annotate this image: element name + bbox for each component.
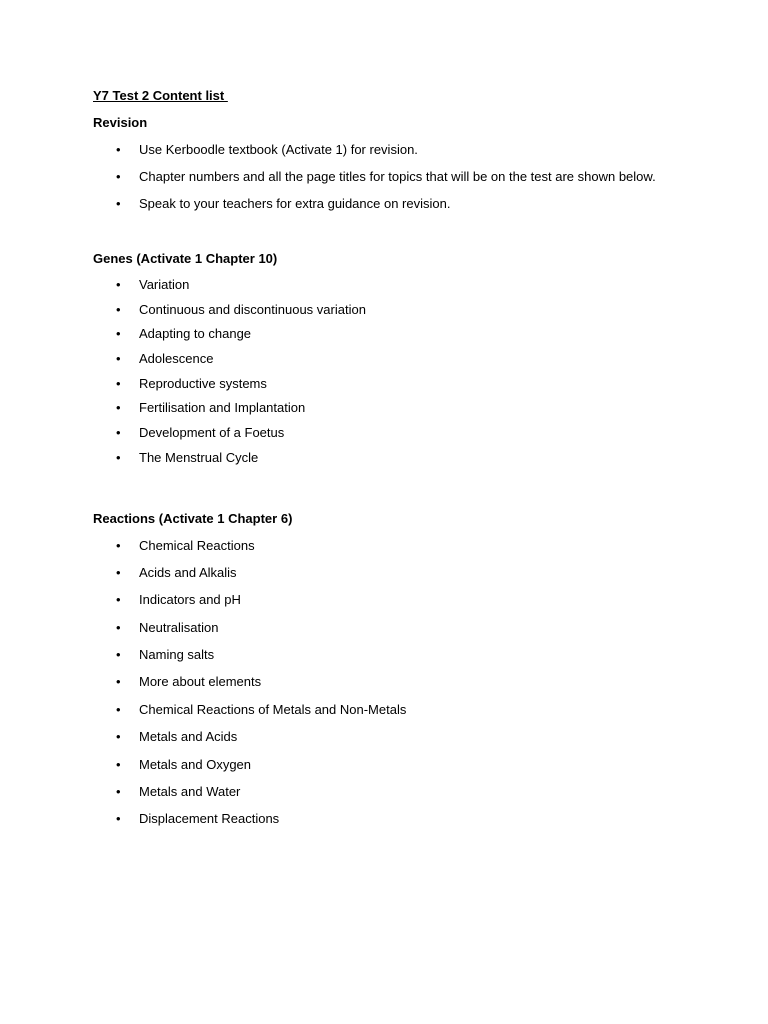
bullet-icon: • <box>116 592 121 608</box>
list-item-text: Variation <box>139 277 190 292</box>
bullet-icon: • <box>116 375 121 391</box>
genes-list <box>93 277 733 475</box>
document-title: Y7 Test 2 Content list <box>93 88 228 103</box>
list-item <box>93 376 733 401</box>
revision-list <box>93 142 733 223</box>
bullet-icon: • <box>116 351 121 367</box>
list-item-text: Neutralisation <box>139 619 219 635</box>
list-item <box>93 277 733 302</box>
bullet-icon: • <box>116 301 121 317</box>
bullet-icon: • <box>116 811 121 827</box>
genes-heading: Genes (Activate 1 Chapter 10) <box>93 251 278 266</box>
list-item <box>93 729 733 756</box>
bullet-icon: • <box>116 756 121 772</box>
list-item <box>93 784 733 811</box>
list-item <box>93 565 733 592</box>
bullet-icon: • <box>116 647 121 663</box>
list-item-text: Chemical Reactions of Metals and Non-Metals <box>139 701 407 717</box>
list-item <box>93 302 733 327</box>
list-item-text: Chapter numbers and all the page titles for topics that will be on the test are shown below. <box>139 169 656 184</box>
list-item-text: Use Kerboodle textbook (Activate 1) for revision. <box>139 142 418 157</box>
list-item-text: Adapting to change <box>139 326 252 342</box>
list-item-text: Metals and Water <box>139 784 241 800</box>
bullet-icon: • <box>116 784 121 800</box>
list-item <box>93 674 733 701</box>
list-item-text: Naming salts <box>139 647 215 663</box>
list-item <box>93 702 733 729</box>
list-item <box>93 811 733 838</box>
bullet-icon: • <box>116 196 121 211</box>
list-item <box>93 351 733 376</box>
bullet-icon: • <box>116 729 121 745</box>
reactions-heading: Reactions (Activate 1 Chapter 6) <box>93 510 293 526</box>
list-item <box>93 400 733 425</box>
list-item <box>93 647 733 674</box>
bullet-icon: • <box>116 537 121 553</box>
bullet-icon: • <box>116 564 121 580</box>
list-item-text: More about elements <box>139 674 262 690</box>
list-item <box>93 450 733 475</box>
bullet-icon: • <box>116 169 121 184</box>
bullet-icon: • <box>116 326 121 342</box>
list-item-text: Speak to your teachers for extra guidance on revision. <box>139 196 451 211</box>
bullet-icon: • <box>116 277 121 292</box>
bullet-icon: • <box>116 674 121 690</box>
list-item <box>93 538 733 565</box>
list-item-text: Fertilisation and Implantation <box>139 400 306 416</box>
bullet-icon: • <box>116 142 121 157</box>
list-item-text: Development of a Foetus <box>139 425 285 441</box>
list-item-text: Displacement Reactions <box>139 811 280 827</box>
list-item <box>93 425 733 450</box>
bullet-icon: • <box>116 400 121 416</box>
list-item-text: Metals and Oxygen <box>139 756 252 772</box>
list-item <box>93 196 733 223</box>
document-page <box>93 88 733 839</box>
list-item <box>93 169 733 196</box>
list-item <box>93 326 733 351</box>
list-item-text: Metals and Acids <box>139 729 238 745</box>
list-item <box>93 757 733 784</box>
list-item <box>93 592 733 619</box>
bullet-icon: • <box>116 619 121 635</box>
list-item-text: Indicators and pH <box>139 592 241 608</box>
bullet-icon: • <box>116 449 121 465</box>
list-item-text: Chemical Reactions <box>139 537 255 553</box>
bullet-icon: • <box>116 425 121 441</box>
list-item <box>93 620 733 647</box>
list-item-text: Continuous and discontinuous variation <box>139 301 366 317</box>
list-item-text: Reproductive systems <box>139 375 267 391</box>
bullet-icon: • <box>116 701 121 717</box>
list-item-text: Acids and Alkalis <box>139 564 237 580</box>
list-item <box>93 142 733 169</box>
reactions-list <box>93 538 733 839</box>
list-item-text: Adolescence <box>139 351 214 367</box>
revision-heading: Revision <box>93 115 148 130</box>
list-item-text: The Menstrual Cycle <box>139 449 259 465</box>
